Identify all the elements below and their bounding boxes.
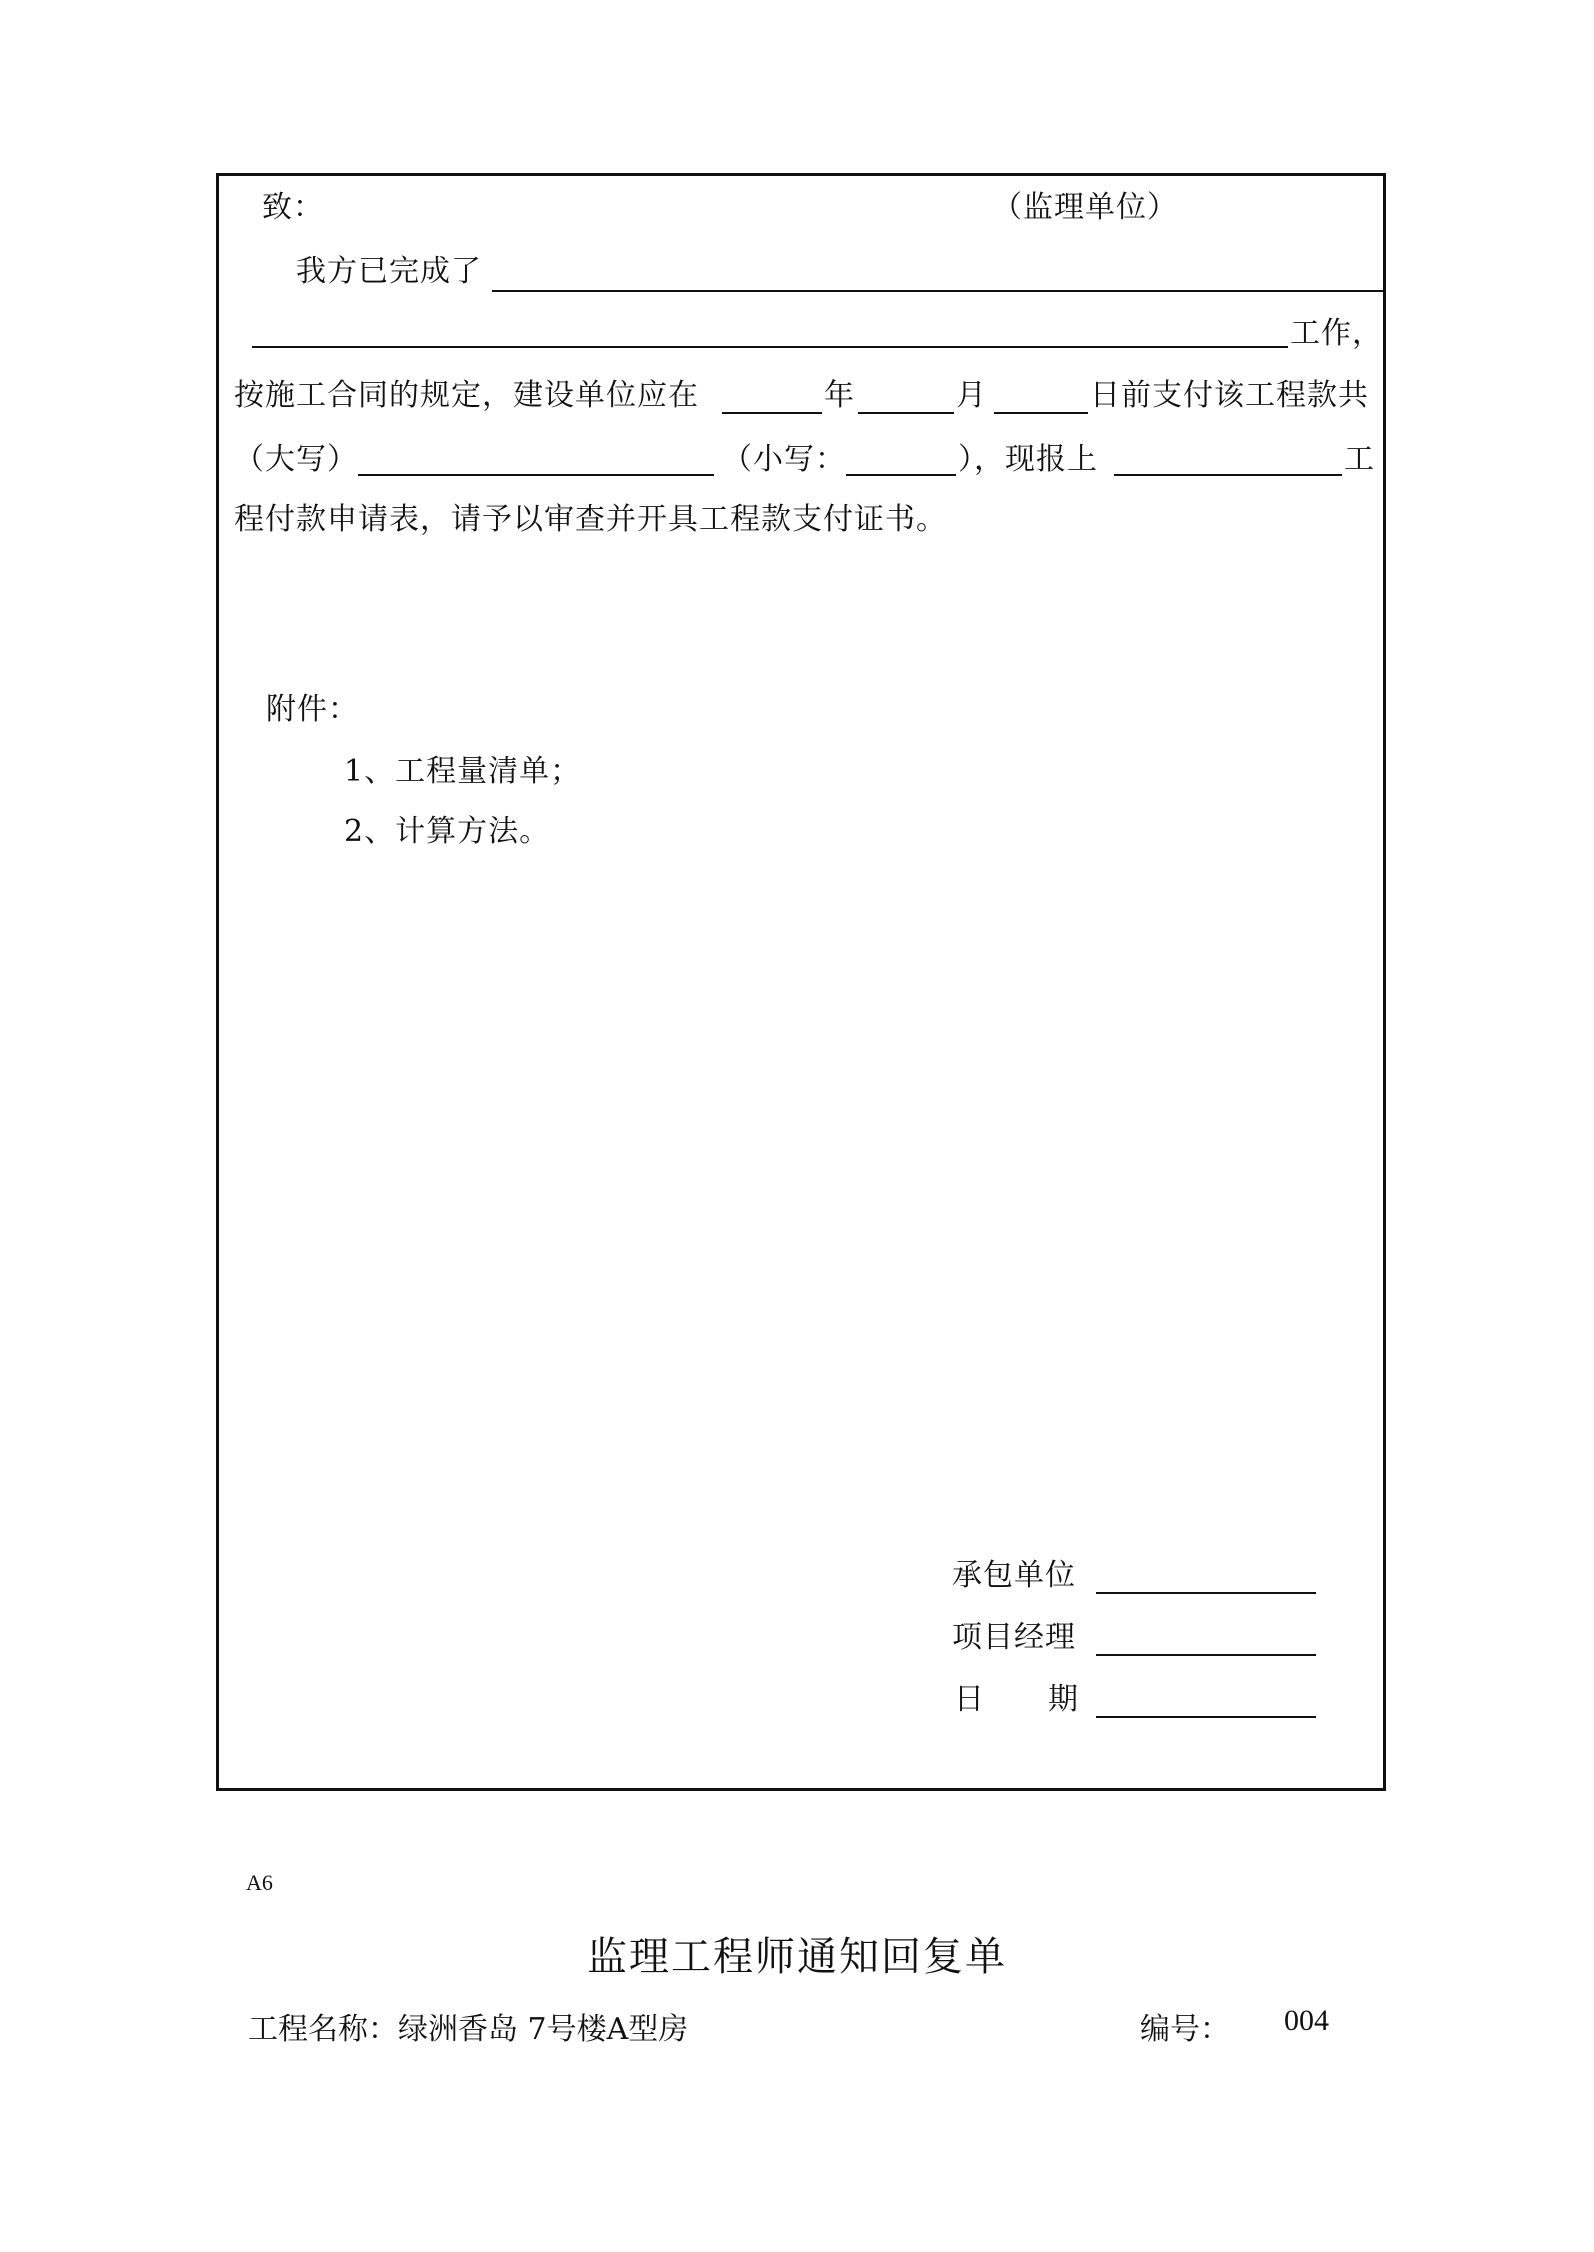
to-label: 致： xyxy=(262,190,324,225)
amount-uppercase-label: （大写） xyxy=(234,442,358,477)
form-code: A6 xyxy=(246,1870,273,1895)
month-blank[interactable] xyxy=(858,412,954,414)
contract-clause-text: 按施工合同的规定，建设单位应在 xyxy=(234,378,699,413)
contractor-label: 承包单位 xyxy=(952,1558,1076,1593)
form-title: 监理工程师通知回复单 xyxy=(587,1934,1007,1980)
year-label: 年 xyxy=(824,378,855,413)
date-label-char: 日 xyxy=(954,1682,985,1717)
request-text: 程付款申请表，请予以审查并开具工程款支付证书。 xyxy=(234,502,947,537)
day-blank[interactable] xyxy=(994,412,1088,414)
completed-work-blank[interactable] xyxy=(492,290,1384,292)
project-manager-blank[interactable] xyxy=(1096,1654,1316,1656)
project-name-label: 工程名称： xyxy=(248,2012,398,2047)
payment-due-text: 日前支付该工程款共 xyxy=(1090,378,1369,413)
project-manager-label: 项目经理 xyxy=(952,1620,1076,1655)
year-blank[interactable] xyxy=(722,412,822,414)
completed-work-label: 我方已完成了 xyxy=(296,254,482,289)
supervision-unit-label: （监理单位） xyxy=(992,190,1178,225)
work-suffix: 工作， xyxy=(1290,316,1383,351)
payment-application-form xyxy=(216,173,1386,1791)
date-label-char: 期 xyxy=(1048,1682,1079,1717)
number-value: 004 xyxy=(1284,2004,1329,2037)
line4-end-char: 工 xyxy=(1344,442,1375,477)
month-label: 月 xyxy=(956,378,987,413)
contractor-blank[interactable] xyxy=(1096,1592,1316,1594)
project-name: 绿洲香岛 7号楼A型房 xyxy=(398,2012,689,2047)
number-label: 编号： xyxy=(1140,2012,1230,2047)
amount-lowercase-blank[interactable] xyxy=(846,474,956,476)
work-description-blank[interactable] xyxy=(252,346,1288,348)
attachment-item: 2、计算方法。 xyxy=(344,814,551,849)
submission-blank[interactable] xyxy=(1114,474,1342,476)
submission-text: ），现报上 xyxy=(958,442,1098,477)
attachments-label: 附件： xyxy=(266,692,359,727)
amount-lowercase-label: （小写： xyxy=(722,442,846,477)
date-blank[interactable] xyxy=(1096,1716,1316,1718)
amount-uppercase-blank[interactable] xyxy=(358,474,714,476)
attachment-item: 1、工程量清单； xyxy=(344,754,582,789)
